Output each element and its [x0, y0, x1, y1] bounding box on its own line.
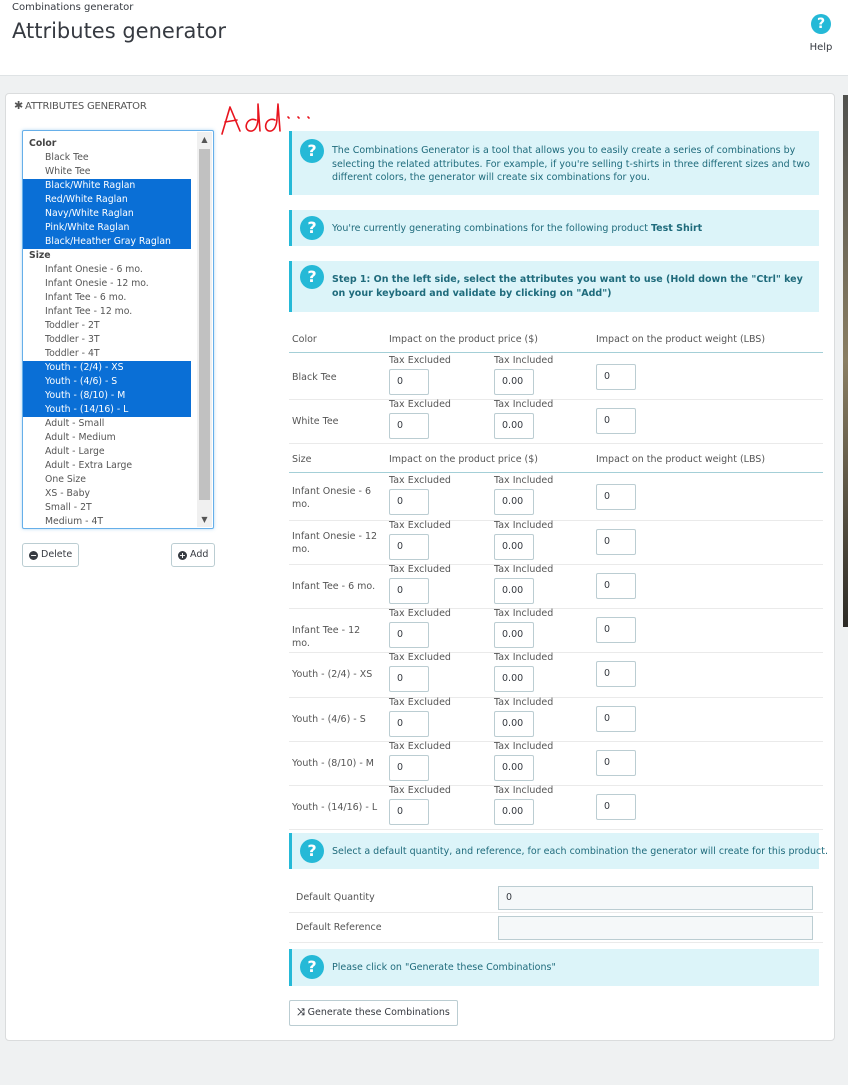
attribute-option[interactable]: XS - Baby	[45, 488, 91, 499]
attribute-option[interactable]: Adult - Large	[45, 446, 105, 457]
generate-combinations-button[interactable]	[289, 1000, 458, 1026]
tax-excluded-label: Tax Excluded	[389, 741, 451, 752]
intro-alert-text: The Combinations Generator is a tool that allows you to easily create a series of combinations by selecting the related attributes. For example, if you're selling t-shirts in three different sizes and two different colors, the generator will create six combinations for you.	[332, 145, 810, 183]
price-tax-excluded-input[interactable]: 0	[389, 369, 429, 395]
tax-excluded-label: Tax Excluded	[389, 785, 451, 796]
attributes-options	[23, 131, 213, 529]
scroll-up-arrow-icon[interactable]: ▲	[201, 135, 208, 144]
breadcrumb[interactable]: Combinations generator	[12, 2, 134, 13]
tax-included-label: Tax Included	[494, 564, 554, 575]
generate-hint-alert	[289, 949, 819, 986]
add-button[interactable]	[171, 543, 215, 567]
tax-excluded-label: Tax Excluded	[389, 475, 451, 486]
panel-heading	[14, 99, 147, 112]
default-quantity-label: Default Quantity	[296, 892, 375, 903]
impact-row-label: Infant Onesie - 6 mo.	[292, 486, 372, 510]
price-tax-included-input[interactable]: 0.00	[494, 489, 534, 515]
impact-row	[289, 698, 823, 742]
weight-impact-input[interactable]: 0	[596, 706, 636, 732]
attribute-group-label[interactable]: Color	[29, 138, 57, 149]
attribute-group-header: Color	[292, 334, 317, 345]
attribute-option[interactable]: Adult - Small	[45, 418, 105, 429]
price-impact-header: Impact on the product price ($)	[389, 454, 539, 465]
add-button-label: Add	[190, 549, 209, 560]
price-tax-excluded-input[interactable]: 0	[389, 755, 429, 781]
impact-row-label: White Tee	[292, 416, 339, 427]
cog-icon: ✱	[14, 99, 24, 112]
question-circle-icon: ?	[300, 216, 324, 240]
tax-excluded-label: Tax Excluded	[389, 697, 451, 708]
question-circle-icon: ?	[811, 14, 831, 34]
tax-included-label: Tax Included	[494, 741, 554, 752]
weight-impact-header: Impact on the product weight (LBS)	[596, 334, 766, 345]
impact-row-label: Infant Onesie - 12 mo.	[292, 531, 378, 555]
attribute-option[interactable]: Toddler - 4T	[45, 348, 100, 359]
attribute-option[interactable]: Adult - Extra Large	[45, 460, 133, 471]
price-impact-header: Impact on the product price ($)	[389, 334, 539, 345]
attribute-option[interactable]: Toddler - 2T	[45, 320, 100, 331]
price-tax-excluded-input[interactable]: 0	[389, 711, 429, 737]
scroll-down-arrow-icon[interactable]: ▼	[201, 515, 208, 524]
impact-row	[289, 400, 823, 444]
impact-row	[289, 356, 823, 400]
attribute-group-header: Size	[292, 454, 312, 465]
generate-button-label: Generate these Combinations	[307, 1007, 450, 1018]
window-edge-background	[843, 95, 848, 627]
impact-row-label: Youth - (8/10) - M	[292, 758, 374, 769]
impact-row	[289, 786, 823, 830]
impact-row-label: Infant Tee - 6 mo.	[292, 581, 376, 592]
intro-alert	[289, 131, 819, 195]
plus-circle-icon: +	[179, 551, 186, 560]
impact-row	[289, 565, 823, 609]
tax-included-label: Tax Included	[494, 355, 554, 366]
shuffle-icon: ⤨	[297, 1007, 305, 1018]
help-button[interactable]	[806, 14, 836, 53]
help-label: Help	[809, 42, 833, 53]
price-tax-excluded-input[interactable]: 0	[389, 413, 429, 439]
delete-button-label: Delete	[41, 549, 73, 560]
page-header	[0, 0, 848, 76]
attribute-option[interactable]: Red/White Raglan	[23, 193, 191, 207]
attribute-option[interactable]: Youth - (4/6) - S	[23, 375, 191, 389]
product-alert	[289, 210, 819, 246]
price-tax-excluded-input[interactable]: 0	[389, 489, 429, 515]
weight-impact-input[interactable]: 0	[596, 794, 636, 820]
question-circle-icon: ?	[300, 265, 324, 289]
tax-excluded-label: Tax Excluded	[389, 520, 451, 531]
tax-included-label: Tax Included	[494, 652, 554, 663]
tax-included-label: Tax Included	[494, 785, 554, 796]
price-tax-excluded-input[interactable]: 0	[389, 622, 429, 648]
attribute-option[interactable]: Black/Heather Gray Raglan	[23, 235, 191, 249]
attributes-multiselect[interactable]	[22, 130, 214, 529]
handwritten-add-annotation	[218, 98, 318, 138]
price-tax-included-input[interactable]: 0.00	[494, 622, 534, 648]
impact-row-label: Black Tee	[292, 372, 337, 383]
default-quantity-row	[289, 883, 823, 913]
impact-table-header	[289, 333, 823, 353]
tax-included-label: Tax Included	[494, 475, 554, 486]
price-tax-included-input[interactable]: 0.00	[494, 534, 534, 560]
delete-button[interactable]	[22, 543, 79, 567]
impact-row-label: Youth - (4/6) - S	[292, 714, 366, 725]
product-alert-text	[332, 222, 702, 236]
attribute-option[interactable]: Infant Onesie - 12 mo.	[45, 278, 149, 289]
impact-row	[289, 521, 823, 565]
attribute-option[interactable]: One Size	[45, 474, 86, 485]
step1-alert	[289, 261, 819, 312]
scrollbar-thumb[interactable]	[199, 149, 210, 500]
tax-excluded-label: Tax Excluded	[389, 608, 451, 619]
tax-included-label: Tax Included	[494, 697, 554, 708]
price-tax-included-input[interactable]: 0.00	[494, 666, 534, 692]
impact-row-label: Infant Tee - 12 mo.	[292, 625, 361, 649]
question-circle-icon: ?	[300, 139, 324, 163]
attribute-option[interactable]: Infant Tee - 12 mo.	[45, 306, 133, 317]
weight-impact-input[interactable]: 0	[596, 484, 636, 510]
impact-row	[289, 653, 823, 698]
weight-impact-input[interactable]: 0	[596, 408, 636, 434]
attribute-group-label[interactable]: Size	[29, 250, 51, 261]
impact-row-label: Youth - (2/4) - XS	[292, 669, 373, 680]
price-tax-included-input[interactable]: 0.00	[494, 578, 534, 604]
question-circle-icon: ?	[300, 839, 324, 863]
attributes-generator-panel	[5, 93, 835, 1041]
weight-impact-input[interactable]: 0	[596, 617, 636, 643]
impact-row	[289, 742, 823, 786]
product-name: Test Shirt	[650, 223, 703, 234]
weight-impact-input[interactable]: 0	[596, 573, 636, 599]
default-reference-row	[289, 913, 823, 943]
price-tax-included-input[interactable]: 0.00	[494, 413, 534, 439]
attribute-option[interactable]: Youth - (8/10) - M	[23, 389, 191, 403]
question-circle-icon: ?	[300, 955, 324, 979]
panel-heading-label: ATTRIBUTES GENERATOR	[25, 101, 147, 112]
defaults-alert-text: Select a default quantity, and reference, for each combination the generator will create for this product.	[332, 846, 829, 857]
tax-included-label: Tax Included	[494, 608, 554, 619]
price-tax-included-input[interactable]: 0.00	[494, 799, 534, 825]
default-quantity-input[interactable]: 0	[498, 886, 813, 910]
default-reference-input[interactable]	[498, 916, 813, 940]
attribute-option[interactable]: Adult - Medium	[45, 432, 116, 443]
attribute-option[interactable]: Infant Onesie - 6 mo.	[45, 264, 143, 275]
page-title: Attributes generator	[12, 19, 227, 43]
attribute-option[interactable]: Navy/White Raglan	[23, 207, 191, 221]
attribute-option[interactable]: White Tee	[45, 166, 91, 177]
weight-impact-input[interactable]: 0	[596, 364, 636, 390]
tax-included-label: Tax Included	[494, 520, 554, 531]
defaults-alert	[289, 833, 829, 869]
attribute-option[interactable]: Medium - 4T	[45, 516, 104, 527]
weight-impact-input[interactable]: 0	[596, 661, 636, 687]
attribute-option[interactable]: Small - 2T	[45, 502, 92, 513]
tax-excluded-label: Tax Excluded	[389, 355, 451, 366]
minus-circle-icon: −	[30, 551, 37, 560]
price-tax-excluded-input[interactable]: 0	[389, 578, 429, 604]
tax-excluded-label: Tax Excluded	[389, 652, 451, 663]
price-tax-included-input[interactable]: 0.00	[494, 755, 534, 781]
attribute-option[interactable]: Youth - (2/4) - XS	[23, 361, 191, 375]
weight-impact-header: Impact on the product weight (LBS)	[596, 454, 766, 465]
price-tax-excluded-input[interactable]: 0	[389, 534, 429, 560]
attribute-option[interactable]: Youth - (14/16) - L	[23, 403, 191, 417]
product-alert-prefix: You're currently generating combinations for the following product	[332, 223, 648, 234]
price-tax-included-input[interactable]: 0.00	[494, 369, 534, 395]
attribute-option[interactable]: Pink/White Raglan	[23, 221, 191, 235]
price-tax-excluded-input[interactable]: 0	[389, 666, 429, 692]
attribute-option[interactable]: Black/White Raglan	[23, 179, 191, 193]
impact-row-label: Youth - (14/16) - L	[292, 802, 378, 813]
attribute-option[interactable]: Infant Tee - 6 mo.	[45, 292, 127, 303]
tax-excluded-label: Tax Excluded	[389, 399, 451, 410]
generate-hint-text: Please click on "Generate these Combinations"	[332, 962, 556, 973]
list-scrollbar[interactable]	[197, 132, 212, 527]
impact-row	[289, 609, 823, 653]
price-tax-excluded-input[interactable]: 0	[389, 799, 429, 825]
impact-row	[289, 476, 823, 521]
tax-included-label: Tax Included	[494, 399, 554, 410]
attribute-option[interactable]: Toddler - 3T	[45, 334, 100, 345]
step1-alert-text: Step 1: On the left side, select the attributes you want to use (Hold down the "Ctrl" key on your keyboard and validate by clicking on "Add")	[332, 274, 803, 299]
weight-impact-input[interactable]: 0	[596, 750, 636, 776]
impact-table-header	[289, 453, 823, 473]
weight-impact-input[interactable]: 0	[596, 529, 636, 555]
price-tax-included-input[interactable]: 0.00	[494, 711, 534, 737]
tax-excluded-label: Tax Excluded	[389, 564, 451, 575]
default-reference-label: Default Reference	[296, 922, 382, 933]
attribute-option[interactable]: Black Tee	[45, 152, 89, 163]
